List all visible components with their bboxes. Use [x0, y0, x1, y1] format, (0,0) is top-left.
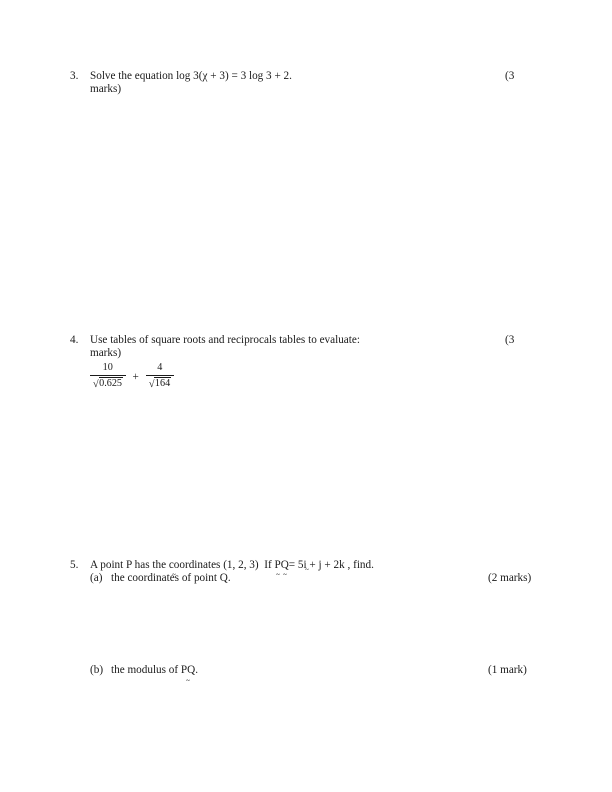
question-5-row [70, 559, 542, 678]
question-4-number: 4. [70, 334, 79, 346]
question-5-remainder: + j + 2k , find. [309, 559, 374, 571]
question-3-text-before: Solve the equation log 3( [90, 70, 203, 82]
part-b-text-before: the modulus of [111, 664, 179, 677]
fraction-first [90, 363, 126, 390]
question-4-wrap-line: marks) [90, 347, 122, 360]
sqrt-0625 [93, 377, 123, 390]
question-3-statement [90, 70, 542, 83]
question-4-marks: (3 [505, 334, 515, 346]
part-b-text-after: . [195, 664, 199, 677]
part-a-label: (a) [90, 572, 103, 585]
part-b-marks: (1 mark) [488, 664, 527, 677]
coordinates-p: A point P has the coordinates (1, 2, 3) ~ [90, 559, 259, 572]
sqrt-0625-radicand: 0.625 [99, 378, 123, 390]
radical-sign-icon: √ [148, 378, 155, 390]
question-5-equals-5i: = 5i [288, 559, 307, 571]
sqrt-164 [149, 377, 171, 390]
question-4-expression [90, 363, 542, 390]
question-3-row [70, 70, 542, 96]
part-b-label: (b) [90, 664, 104, 677]
question-3-body [90, 70, 542, 96]
part-b-text [111, 664, 198, 677]
fraction-first-numerator: 10 [102, 362, 113, 374]
question-5-if: If [264, 559, 272, 571]
fraction-second [146, 363, 174, 390]
question-3-number: 3. [70, 70, 79, 82]
fraction-second-denominator [146, 375, 174, 390]
question-5-number: 5. [70, 559, 79, 571]
sqrt-164-radicand: 164 [154, 378, 171, 390]
question-3 [70, 70, 542, 96]
part-a-text: the coordinates of point Q. [111, 572, 231, 585]
question-4 [70, 334, 542, 390]
expression-operator: + [132, 371, 139, 384]
vector-pq-p: P ~ [274, 559, 280, 572]
radical-sign-icon: √ [93, 378, 99, 390]
fraction-second-numerator: 4 [157, 362, 163, 374]
question-4-body [90, 334, 542, 390]
question-5-part-b [90, 664, 542, 677]
question-3-marks: (3 [505, 70, 515, 82]
question-5-part-a [90, 572, 542, 585]
question-4-row [70, 334, 542, 390]
part-a-marks: (2 marks) [488, 572, 532, 585]
fraction-first-denominator [90, 375, 126, 390]
vector-pq-q: Q ~ [281, 559, 289, 572]
question-4-statement: Use tables of square roots and reciprocals tables to evaluate: [90, 334, 360, 346]
vector-pq-modulus: PQ ~ [181, 664, 195, 677]
question-3-text-after: + 3) = 3 log 3 + 2. [207, 70, 292, 82]
question-3-wrap-line: marks) [90, 83, 122, 96]
question-5-body [90, 559, 542, 678]
question-3-variable-chi: χ [202, 70, 208, 82]
question-5 [70, 559, 542, 678]
question-5-statement [90, 559, 542, 572]
